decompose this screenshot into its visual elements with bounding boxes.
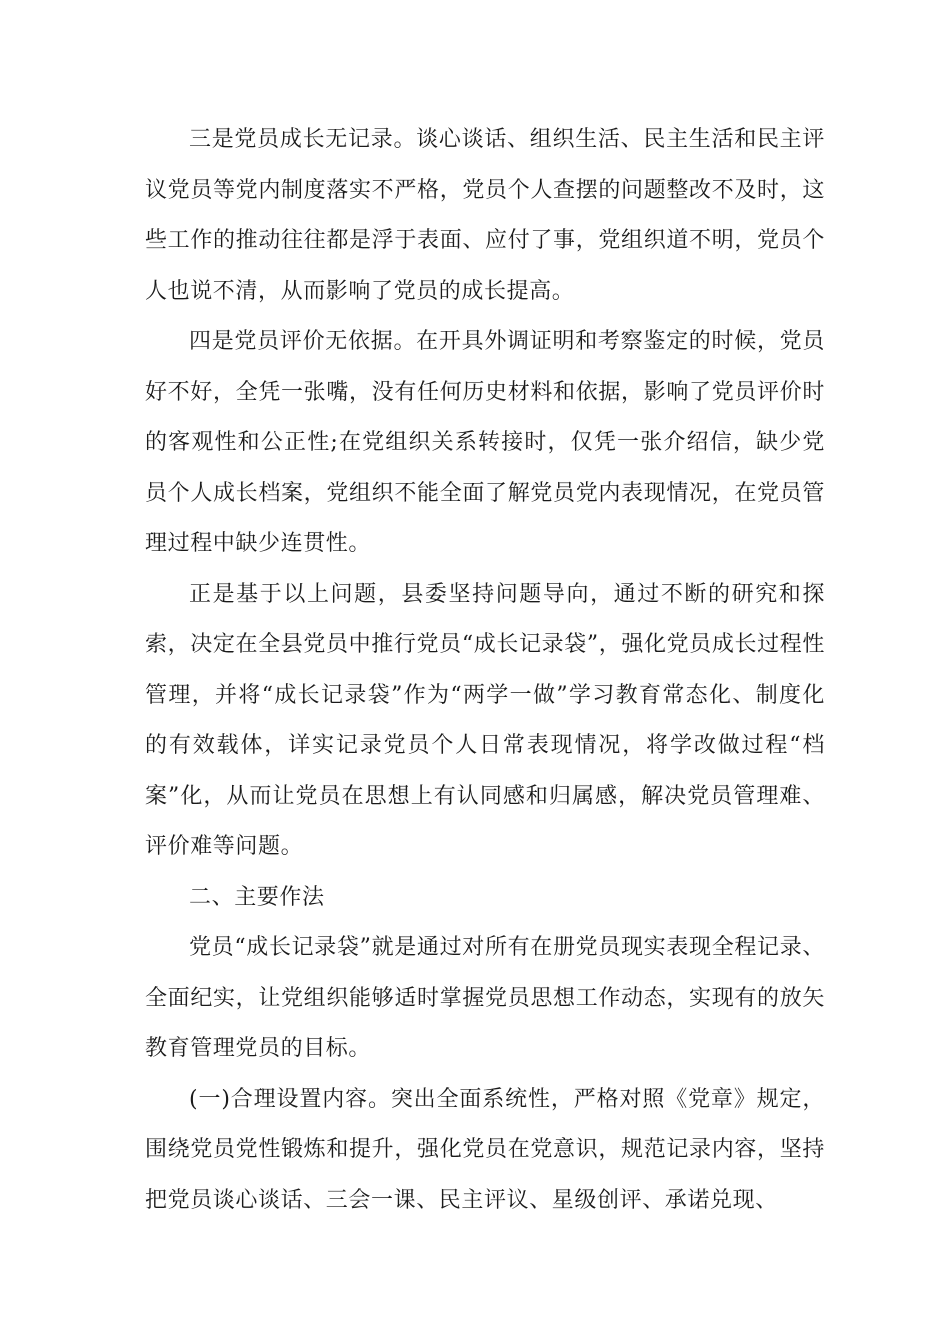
paragraph-party-member-evaluation-no-basis: 四是党员评价无依据。在开具外调证明和考察鉴定的时候，党员好不好，全凭一张嘴，没有任何历史材料和依据，影响了党员评价时的客观性和公正性;在党组织关系转接时，仅凭一张介绍信，缺少党员个人成长档案，党组织不能全面了解党员党内表现情况，在党员管理过程中缺少连贯性。 — [145, 329, 825, 556]
paragraph-county-committee-initiative: 正是基于以上问题，县委坚持问题导向，通过不断的研究和探索，决定在全县党员中推行党员“成长记录袋”，强化党员成长过程性管理，并将“成长记录袋”作为“两学一做”学习教育常态化、制度化的有效载体，详实记录党员个人日常表现情况，将学改做过程“档案”化，从而让党员在思想上有认同感和归属感，解决党员管理难、评价难等问题。 — [145, 581, 825, 859]
section-heading-main-practices: 二、主要作法 — [189, 884, 325, 910]
paragraph-growth-record-bag-definition: 党员“成长记录袋”就是通过对所有在册党员现实表现全程记录、全面纪实，让党组织能够适时掌握党员思想工作动态，实现有的放矢教育管理党员的目标。 — [145, 935, 825, 1061]
paragraph-party-member-growth-no-record: 三是党员成长无记录。谈心谈话、组织生活、民主生活和民主评议党员等党内制度落实不严格，党员个人查摆的问题整改不及时，这些工作的推动往往都是浮于表面、应付了事，党组织道不明，党员个人也说不清，从而影响了党员的成长提高。 — [145, 127, 825, 304]
document-body — [145, 115, 825, 1226]
paragraph-reasonable-content-setting: (一)合理设置内容。突出全面系统性，严格对照《党章》规定，围绕党员党性锻炼和提升，强化党员在党意识，规范记录内容，坚持把党员谈心谈话、三会一课、民主评议、星级创评、承诺兑现、 — [145, 1086, 825, 1213]
